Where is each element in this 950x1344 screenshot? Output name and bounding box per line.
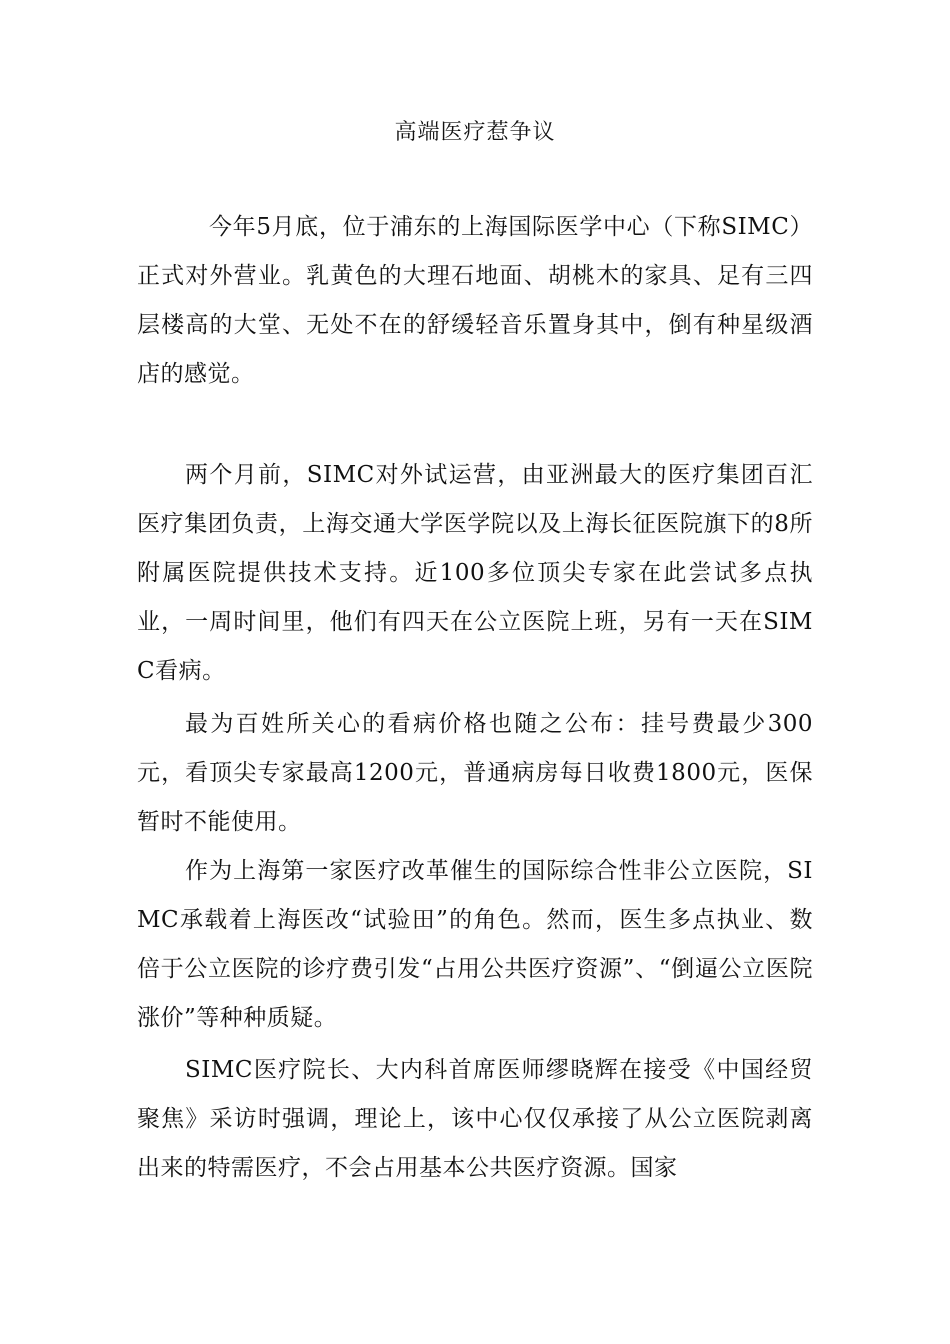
paragraph-4: 作为上海第一家医疗改革催生的国际综合性非公立医院，SIMC承载着上海医改“试验田”的角色。然而，医生多点执业、数倍于公立医院的诊疗费引发“占用公共医疗资源”、“倒逼公立医院涨价”等种种质疑。 bbox=[137, 858, 813, 1031]
paragraph-5: SIMC医疗院长、大内科首席医师缪晓辉在接受《中国经贸聚焦》采访时强调，理论上，该中心仅仅承接了从公立医院剥离出来的特需医疗，不会占用基本公共医疗资源。国家 bbox=[137, 1057, 813, 1181]
paragraph-1: 今年5月底，位于浦东的上海国际医学中心（下称SIMC）正式对外营业。乳黄色的大理石地面、胡桃木的家具、足有三四层楼高的大堂、无处不在的舒缓轻音乐置身其中，倒有种星级酒店的感觉。 bbox=[137, 214, 813, 387]
paragraph-3: 最为百姓所关心的看病价格也随之公布：挂号费最少300元，看顶尖专家最高1200元，普通病房每日收费1800元，医保暂时不能使用。 bbox=[137, 711, 813, 835]
paragraph-2: 两个月前，SIMC对外试运营，由亚洲最大的医疗集团百汇医疗集团负责，上海交通大学医学院以及上海长征医院旗下的8所附属医院提供技术支持。近100多位顶尖专家在此尝试多点执业，一周时间里，他们有四天在公立医院上班，另有一天在SIMC看病。 bbox=[137, 462, 813, 684]
document-title: 高端医疗惹争议 bbox=[394, 120, 556, 145]
